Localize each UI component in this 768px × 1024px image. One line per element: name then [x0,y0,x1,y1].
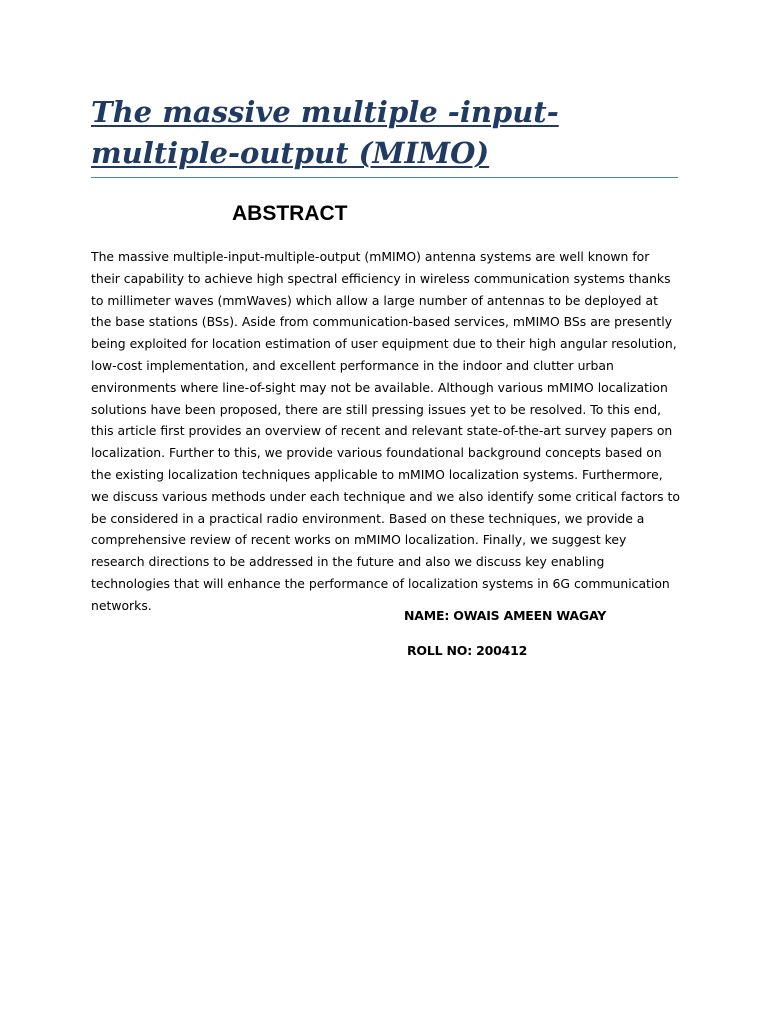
abstract-heading: ABSTRACT [232,202,348,225]
title-divider [91,177,678,178]
author-name: NAME: OWAIS AMEEN WAGAY [404,608,607,623]
document-title: The massive multiple -input-multiple-output (MIMO) [91,95,559,170]
roll-number: ROLL NO: 200412 [407,643,528,658]
abstract-body: The massive multiple-input-multiple-output (mMIMO) antenna systems are well known for their capability to achieve high spectral efficiency in wireless communication systems thanks to millimeter waves (mmWaves) which allow a large number of antennas to be deployed at the base stations (BSs). Aside from communication-based services, mMIMO BSs are presently being exploited for location estimation of user equipment due to their high angular resolution, low-cost implementation, and excellent performance in the indoor and clutter urban environments where line-of-sight may not be available. Although various mMIMO localization solutions have been proposed, there are still pressing issues yet to be resolved. To this end, this article first provides an overview of recent and relevant state-of-the-art survey papers on localization. Further to this, we provide various foundational background concepts based on the existing localization techniques applicable to mMIMO localization systems. Furthermore, we discuss various methods under each technique and we also identify some critical factors to be considered in a practical radio environment. Based on these techniques, we provide a comprehensive review of recent works on mMIMO localization. Finally, we suggest key research directions to be addressed in the future and also we discuss key enabling technologies that will enhance the performance of localization systems in 6G communication networks. [91,249,680,613]
